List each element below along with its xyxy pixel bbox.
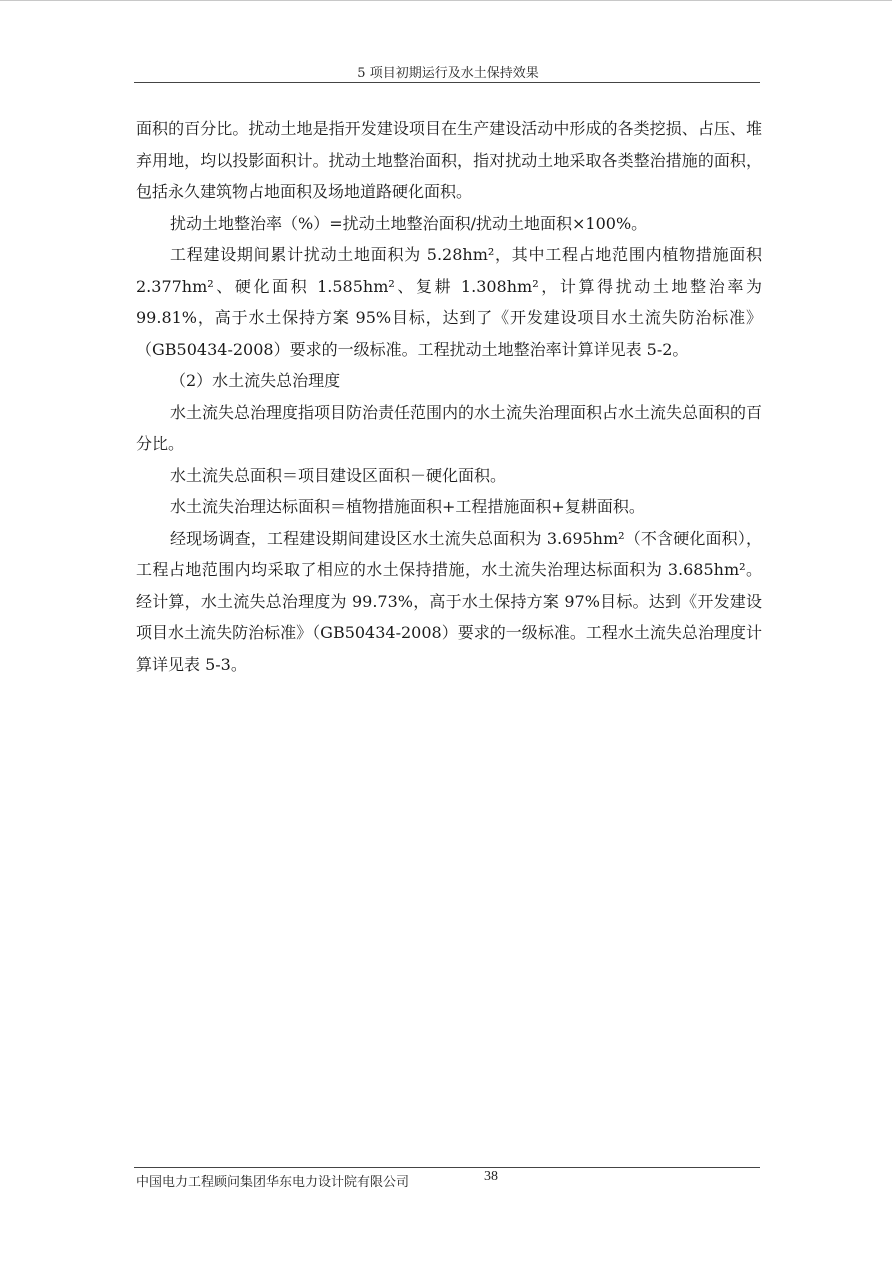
paragraph: 面积的百分比。扰动土地是指开发建设项目在生产建设活动中形成的各类挖损、占压、堆弃用地，均以投影面积计。扰动土地整治面积，指对扰动土地采取各类整治措施的面积，包括永久建筑物占地面积及场地道路硬化面积。 bbox=[136, 119, 762, 201]
paragraph: 扰动土地整治率（%）=扰动土地整治面积/扰动土地面积×100%。 bbox=[170, 213, 648, 233]
paragraph: 经现场调查，工程建设期间建设区水土流失总面积为 3.695hm²（不含硬化面积），工程占地范围内均采取了相应的水土保持措施，水土流失治理达标面积为 3.685hm²。经计算，水土流失总治理度为 99.73%，高于水土保持方案 97%目标。达到《开发建设项目水土流失防治标准》（GB50434-2008）要求的一级标准。工程水土流失总治理度计算详见表 5-3。 bbox=[136, 528, 762, 674]
section-heading: （2）水土流失总治理度 bbox=[170, 371, 341, 390]
paragraph: 水土流失总治理度指项目防治责任范围内的水土流失治理面积占水土流失总面积的百分比。 bbox=[136, 402, 763, 453]
footer-rule bbox=[134, 1167, 760, 1168]
formula-paragraph: 水土流失总面积＝项目建设区面积－硬化面积。 bbox=[170, 465, 507, 485]
header-rule bbox=[134, 82, 760, 83]
body-text bbox=[136, 113, 762, 680]
page-top-edge bbox=[0, 0, 892, 1]
formula-paragraph: 水土流失治理达标面积＝植物措施面积+工程措施面积+复耕面积。 bbox=[170, 497, 645, 516]
page-number: 38 bbox=[484, 1169, 498, 1184]
paragraph: 工程建设期间累计扰动土地面积为 5.28hm²，其中工程占地范围内植物措施面积 2.377hm²、硬化面积 1.585hm²、复耕 1.308hm²，计算得扰动土地整治率为 99.81%，高于水土保持方案 95%目标，达到了《开发建设项目水土流失防治标准》（GB50434-2008）要求的一级标准。工程扰动土地整治率计算详见表 5-2。 bbox=[136, 245, 762, 359]
footer-company: 中国电力工程顾问集团华东电力设计院有限公司 bbox=[136, 1175, 410, 1190]
running-header: 5 项目初期运行及水土保持效果 bbox=[357, 66, 539, 81]
